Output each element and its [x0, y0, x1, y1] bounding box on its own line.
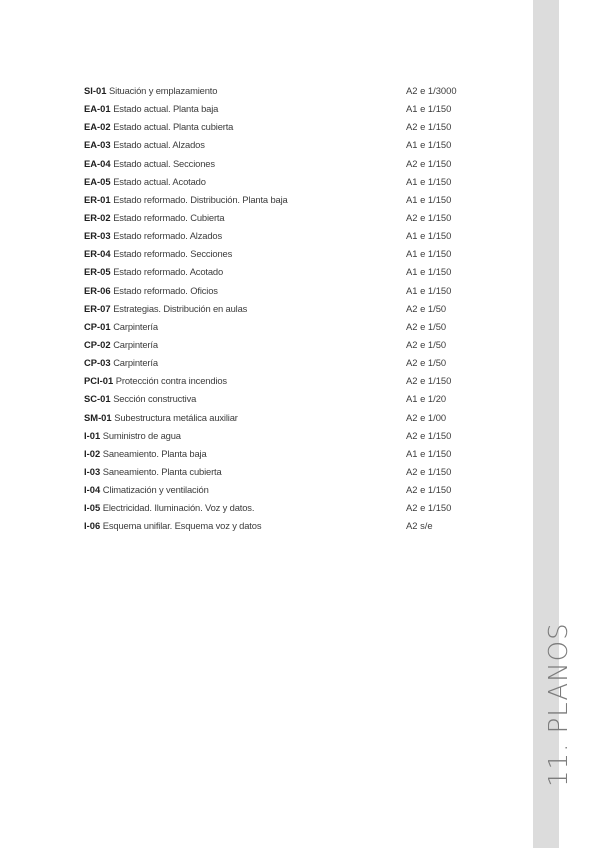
plan-description: Sección constructiva — [113, 393, 197, 405]
plan-description: Estado reformado. Cubierta — [113, 211, 225, 223]
plan-scale: A2 e 1/50 — [406, 338, 447, 350]
plan-row — [84, 463, 504, 481]
plan-description: Estado reformado. Acotado — [113, 266, 224, 278]
plan-code: EA-03 — [84, 139, 111, 151]
plan-row — [84, 318, 504, 336]
plan-code: CP-03 — [84, 357, 111, 369]
plan-description: Electricidad. Iluminación. Voz y datos. — [102, 502, 255, 514]
plan-code: ER-02 — [84, 211, 111, 223]
plan-row — [84, 82, 504, 100]
plan-scale: A2 s/e — [406, 520, 433, 532]
plan-scale: A1 e 1/150 — [406, 248, 452, 260]
plan-row — [84, 499, 504, 517]
plan-list — [84, 82, 504, 536]
plan-row — [84, 300, 504, 318]
plan-scale: A2 e 1/50 — [406, 357, 447, 369]
plan-code: I-02 — [84, 447, 101, 459]
plan-scale: A2 e 1/00 — [406, 411, 447, 423]
plan-description: Estrategias. Distribución en aulas — [113, 302, 248, 314]
plan-description: Estado actual. Acotado — [113, 175, 206, 187]
plan-code: ER-06 — [84, 284, 111, 296]
plan-description: Situación y emplazamiento — [109, 85, 218, 96]
plan-scale: A2 e 1/150 — [406, 502, 452, 514]
plan-code: SI-01 — [84, 85, 107, 96]
plan-description: Estado actual. Alzados — [113, 139, 205, 151]
plan-code: I-01 — [84, 429, 101, 441]
plan-description: Esquema unifilar. Esquema voz y datos — [102, 520, 262, 532]
plan-row — [84, 227, 504, 245]
plan-scale: A1 e 1/20 — [406, 393, 447, 405]
plan-scale: A1 e 1/150 — [406, 284, 452, 296]
plan-code: ER-01 — [84, 193, 111, 205]
plan-code: SM-01 — [84, 411, 112, 423]
plan-row — [84, 390, 504, 408]
plan-description: Climatización y ventilación — [102, 484, 209, 496]
plan-code: EA-02 — [84, 121, 111, 133]
plan-description: Estado reformado. Oficios — [113, 284, 218, 296]
plan-description: Carpintería — [113, 320, 158, 332]
plan-description: Carpintería — [113, 357, 158, 369]
plan-row — [84, 336, 504, 354]
plan-scale: A1 e 1/150 — [406, 175, 452, 187]
plan-code: CP-01 — [84, 320, 111, 332]
plan-description: Estado reformado. Secciones — [113, 248, 233, 260]
plan-scale: A2 e 1/150 — [406, 121, 452, 133]
plan-scale: A2 e 1/3000 — [406, 85, 457, 96]
plan-row — [84, 136, 504, 154]
plan-row — [84, 100, 504, 118]
plan-row — [84, 263, 504, 281]
plan-scale: A2 e 1/150 — [406, 375, 452, 387]
plan-code: EA-04 — [84, 157, 111, 169]
plan-code: I-04 — [84, 484, 101, 496]
plan-scale: A1 e 1/150 — [406, 139, 452, 151]
plan-scale: A2 e 1/150 — [406, 465, 452, 477]
plan-code: SC-01 — [84, 393, 111, 405]
plan-row — [84, 173, 504, 191]
plan-row — [84, 517, 504, 535]
plan-scale: A2 e 1/50 — [406, 302, 447, 314]
plan-row — [84, 427, 504, 445]
section-title: 11. PLANOS — [544, 622, 574, 787]
plan-code: EA-01 — [84, 103, 111, 115]
plan-code: I-06 — [84, 520, 101, 532]
plan-row — [84, 354, 504, 372]
plan-code: EA-05 — [84, 175, 111, 187]
plan-scale: A2 e 1/50 — [406, 320, 447, 332]
plan-description: Estado reformado. Distribución. Planta baja — [113, 193, 288, 205]
plan-code: I-05 — [84, 502, 101, 514]
plan-description: Estado actual. Secciones — [113, 157, 215, 169]
plan-description: Estado actual. Planta baja — [113, 103, 219, 115]
plan-code: ER-05 — [84, 266, 111, 278]
plan-description: Saneamiento. Planta cubierta — [102, 465, 222, 477]
plan-row — [84, 372, 504, 390]
plan-scale: A2 e 1/150 — [406, 429, 452, 441]
plan-row — [84, 118, 504, 136]
plan-scale: A1 e 1/150 — [406, 230, 452, 242]
plan-scale: A1 e 1/150 — [406, 266, 452, 278]
plan-code: PCI-01 — [84, 375, 114, 387]
plan-row — [84, 409, 504, 427]
plan-code: ER-04 — [84, 248, 111, 260]
plan-code: CP-02 — [84, 338, 111, 350]
plan-description: Carpintería — [113, 338, 158, 350]
plan-scale: A2 e 1/150 — [406, 484, 452, 496]
plan-description: Suministro de agua — [102, 429, 181, 441]
plan-row — [84, 191, 504, 209]
plan-description: Estado reformado. Alzados — [113, 230, 223, 242]
plan-description: Subestructura metálica auxiliar — [114, 411, 238, 423]
plan-row — [84, 245, 504, 263]
plan-row — [84, 445, 504, 463]
plan-scale: A1 e 1/150 — [406, 103, 452, 115]
plan-scale: A2 e 1/150 — [406, 157, 452, 169]
plan-scale: A1 e 1/150 — [406, 193, 452, 205]
plan-description: Protección contra incendios — [115, 375, 227, 387]
plan-code: ER-07 — [84, 302, 111, 314]
plan-description: Estado actual. Planta cubierta — [113, 121, 234, 133]
plan-description: Saneamiento. Planta baja — [102, 447, 207, 459]
plan-row — [84, 481, 504, 499]
plan-code: ER-03 — [84, 230, 111, 242]
plan-row — [84, 155, 504, 173]
plan-scale: A1 e 1/150 — [406, 447, 452, 459]
plan-code: I-03 — [84, 465, 101, 477]
plan-scale: A2 e 1/150 — [406, 211, 452, 223]
plan-row — [84, 282, 504, 300]
plan-row — [84, 209, 504, 227]
